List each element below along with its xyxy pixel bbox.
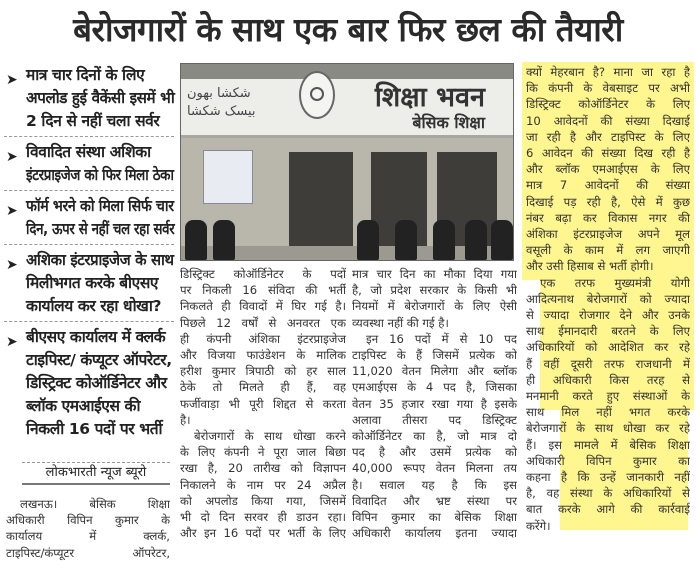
text-line: बात करके आगे की कार्रवाई	[526, 502, 690, 517]
text-line: मात्र चार दिन का मौका दिया गया	[352, 267, 517, 281]
text-line: नंबर बढ़ा कर विकास नगर की	[526, 210, 690, 225]
sign-main-text: शिक्षा भवन	[374, 82, 485, 113]
arrow-bullet-icon: ➤	[6, 203, 18, 219]
text-line: जा रही है और टाइपिस्ट के लिए	[526, 129, 690, 144]
article-column-2	[180, 266, 346, 541]
summary-bullet	[4, 195, 174, 245]
bullet-line: टाइपिस्ट/ कंप्यूटर ऑपरेटर,	[26, 351, 172, 369]
summary-bullets	[4, 64, 174, 448]
article-photo	[180, 63, 514, 261]
text-line: और विजया फाउंडेशन के मालिक	[180, 348, 346, 363]
text-line: विपिन कुमार का बेसिक शिक्षा	[352, 510, 517, 525]
text-line: पद है और उसमें प्रत्येक को	[352, 445, 517, 460]
summary-bullet	[4, 326, 174, 444]
text-line: रखा है, 20 तारीख को विज्ञापन	[180, 461, 346, 476]
headline: बेरोजगारों के साथ एक बार फिर छल की तैयारी	[73, 10, 623, 49]
text-line: और ब्लॉक एमआईएस के लिए	[526, 162, 690, 177]
bullet-line: दिन, ऊपर से नहीं चल रहा सर्वर	[26, 220, 175, 238]
arrow-bullet-icon: ➤	[6, 72, 18, 88]
text-line: निकालने के नाम पर 24 अप्रैल	[180, 477, 346, 492]
bullet-line: अशिका इंटरप्राइजेज के साथ	[26, 251, 174, 269]
bullet-line: निकली 16 पदों पर भर्ती	[26, 420, 163, 438]
text-line: दिखाई पड़ रही है, ऐसे में कुछ	[526, 194, 690, 209]
motorcycle	[491, 220, 513, 260]
text-line: साथ मिल नहीं भगत करके	[526, 405, 690, 420]
motorcycle	[357, 220, 379, 260]
bullet-line: इंटरप्राइजेज को फिर मिला ठेका	[26, 166, 174, 184]
arrow-bullet-icon: ➤	[6, 149, 18, 165]
text-line: के लिए कंपनी ने पूरा जाल बिछा	[180, 445, 346, 460]
text-line: 11,020 वेतन मिलेगा और ब्लॉक	[352, 364, 517, 379]
text-line: ही अधिकारी किस तरह से	[526, 372, 690, 387]
arrow-bullet-icon: ➤	[6, 334, 18, 350]
text-line: और इन 16 पदों पर भर्ती के लिए	[180, 526, 346, 541]
text-line: डिस्ट्रिक्ट कोऑर्डिनेटर के लिए	[526, 97, 690, 112]
text-line: फर्जीवाड़ा भी पूरी शिद्दत से करता	[180, 396, 346, 411]
text-line: टाइपिस्ट/कंप्यूटर ऑपरेटर,	[6, 545, 170, 560]
text-line: भी दो दिन सरवर ही डाउन रहा।	[180, 510, 346, 525]
motorcycle	[465, 220, 487, 260]
sign-urdu-text: شکشا بھون بیسک شکشا	[187, 86, 256, 119]
text-line: टाइपिस्ट के हैं जिसमें प्रत्येक को	[352, 348, 517, 363]
motorcycle	[433, 220, 455, 260]
text-line: नियमों में बेरोजगारों के लिए ऐसी	[352, 299, 517, 314]
text-line: 40,000 रूपए वेतन मिलना तय	[352, 461, 517, 476]
text-line: हैं वहीं दूसरी तरफ राजधानी में	[526, 356, 690, 371]
text-line: 10 आवेदनों की संख्या दिखाई	[526, 113, 690, 128]
text-line: है।	[180, 412, 191, 427]
byline: लोकभारती न्यूज ब्यूरो	[22, 462, 170, 485]
text-line: है। सवाल यह है कि इस	[352, 477, 517, 492]
text-line: एमआईएस के 4 पद है, जिसका	[352, 380, 517, 395]
text-line: आदित्यनाथ बेरोजगारों को ज्यादा	[526, 291, 690, 306]
article-column-4	[526, 64, 690, 534]
motorcycle	[395, 220, 417, 260]
bullet-line: अपलोड हुई वैकेंसी इसमें भी	[26, 89, 175, 107]
summary-bullet	[4, 249, 174, 322]
motorcycle	[185, 220, 207, 260]
notice-board	[203, 150, 253, 204]
doorway	[289, 152, 353, 252]
text-line: अधिकारी विपिन कुमार का	[526, 453, 690, 468]
bullet-line: ब्लॉक एमआईएस की	[26, 397, 141, 415]
bullet-line: डिस्ट्रिक्ट कोऑर्डिनेटर और	[26, 374, 167, 392]
bullet-line: 2 दिन से नहीं चला सर्वर	[26, 112, 160, 130]
article-column-1	[6, 496, 170, 561]
text-line: लखनऊ। बेसिक शिक्षा	[20, 497, 170, 511]
summary-bullet	[4, 64, 174, 137]
text-line: कि कंपनी के वेबसाइट पर अभी	[526, 81, 690, 96]
text-line: है, वह संस्था के अधिकारियों से	[526, 486, 690, 501]
text-line: से ज्यादा रोजगार देने और उनके	[526, 308, 690, 323]
article-column-3	[352, 266, 517, 541]
text-line: अधिकारियों को आदेशित कर रहे	[526, 340, 690, 355]
text-line: अधिकारी विपिन कुमार के	[6, 513, 170, 528]
text-line: व्यवस्था नहीं की गई है।	[352, 315, 449, 330]
text-line: वसूली के काम में लग जाएगी	[526, 243, 690, 258]
text-line: को अपलोड किया गया, जिसमें	[180, 493, 346, 508]
sign-sub-text: बेसिक शिक्षा	[412, 113, 485, 132]
text-line: कार्यालय में क्लर्क,	[6, 529, 170, 544]
summary-bullet	[4, 141, 174, 191]
text-line: अधिकारी कार्यालय इतना ज्यादा	[352, 526, 517, 541]
text-line: एक तरफ मुख्यमंत्री योगी	[540, 275, 690, 290]
text-line: बेरोजगारों के साथ धोखा करने	[194, 429, 346, 444]
text-line: कहना है कि उन्हें जानकारी नहीं	[526, 470, 690, 485]
up-emblem-icon	[299, 71, 335, 119]
bullet-line: मात्र चार दिनों के लिए	[26, 66, 145, 84]
text-line: है, जो प्रदेश सरकार के किसी भी	[352, 283, 517, 298]
bullet-line: कार्यालय कर रहा धोखा?	[26, 297, 162, 315]
text-line: हैं। इस मामले में बेसिक शिक्षा	[526, 437, 690, 452]
text-line: 6 आवेदन की संख्या दिख रही है	[526, 146, 690, 161]
bullet-line: बीएसए कार्यालय में क्लर्क	[26, 328, 166, 346]
motorcycle	[213, 220, 235, 260]
text-line: निकलते ही विवादों में घिर गई है।	[180, 299, 346, 314]
text-line: विवादित और भ्रष्ट संस्था पर	[352, 493, 517, 508]
bullet-line: फॉर्म भरने को मिला सिर्फ चार	[26, 197, 174, 215]
text-line: कोऑर्डिनेटर का है, जो मात्र दो	[352, 429, 517, 444]
text-line: बेरोजगारों के साथ धोखा कर रहे	[526, 421, 690, 436]
text-line: करेंगे।	[526, 518, 551, 533]
text-line: अंशिका इंटरप्राइजेज अपने मूल	[526, 227, 690, 242]
text-line: क्यों मेहरबान है? माना जा रहा है	[526, 65, 690, 79]
text-line: हरीश कुमार त्रिपाठी को हर साल	[180, 364, 346, 379]
bullet-line: विवादित संस्था अशिका	[26, 143, 151, 161]
text-line: अलावा तीसरा पद डिस्ट्रिक्ट	[352, 412, 517, 427]
text-line: मात्र 7 आवेदनों की संख्या	[526, 178, 690, 193]
signboard	[181, 79, 513, 138]
text-line: ठेके तो मिलते ही हैं, वह	[180, 380, 346, 395]
text-line: और उसी हिसाब से भर्ती होगी।	[526, 259, 654, 274]
arrow-bullet-icon: ➤	[6, 257, 18, 273]
text-line: डिस्ट्रिक्ट कोऑर्डिनेटर के पदों	[180, 267, 346, 281]
text-line: ही कंपनी अंशिका इंटरप्राइजेज	[180, 331, 346, 346]
text-line: वेतन 35 हजार रखा गया है इसके	[352, 396, 517, 411]
text-line: मनमानी करते हुए संस्थाओं के	[526, 389, 690, 404]
text-line: इन 16 पदों में से 10 पद	[366, 331, 517, 346]
text-line: पर निकली 16 संविदा की भर्ती	[180, 283, 346, 298]
text-line: साथ ईमानदारी बरतने के लिए	[526, 324, 690, 339]
text-line: पिछले 12 वर्षों से अनवरत एक	[180, 315, 346, 330]
bullet-line: मिलीभगत करके बीएसए	[26, 274, 159, 292]
